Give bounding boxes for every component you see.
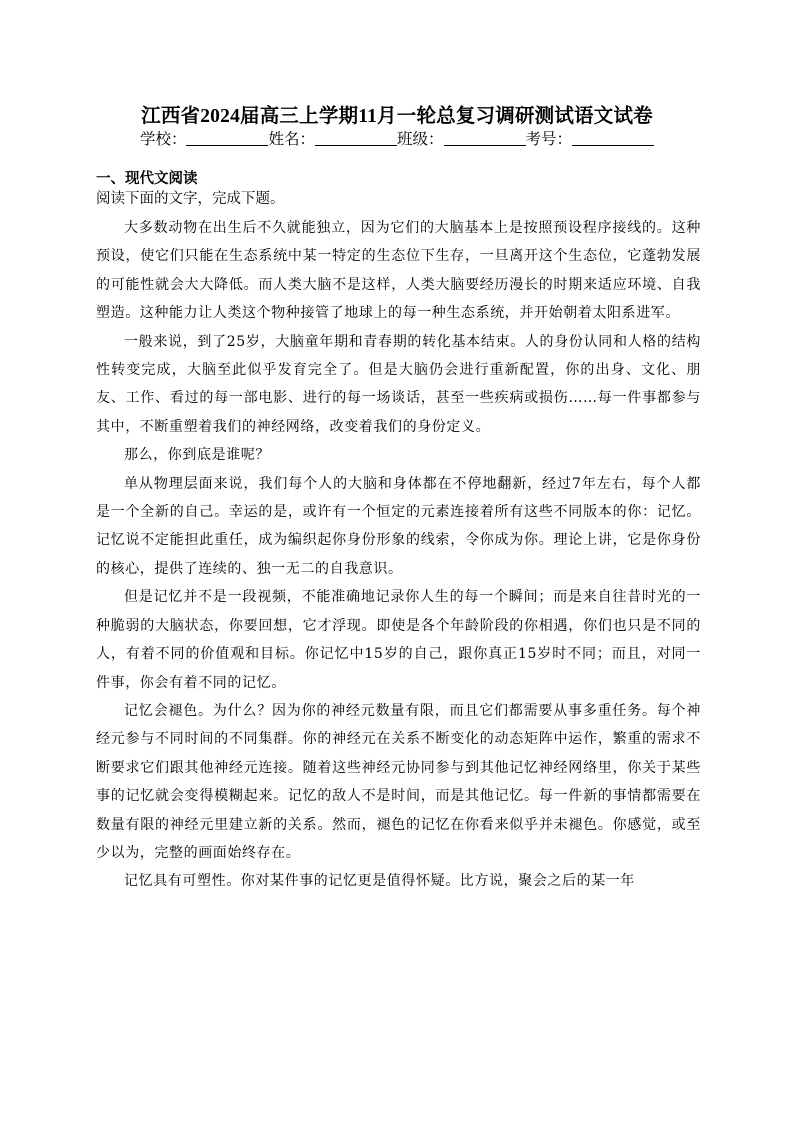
exam-number-blank[interactable] [572,131,654,146]
reading-instruction: 阅读下面的文字，完成下题。 [96,191,285,207]
school-label: 学校： [139,131,187,148]
name-label: 姓名： [268,131,315,148]
name-blank[interactable] [315,131,397,146]
reading-passage [96,214,701,896]
section-heading: 一、现代文阅读 [96,171,198,187]
passage-paragraph: 记忆具有可塑性。你对某件事的记忆更是值得怀疑。比方说，聚会之后的某一年 [124,873,635,890]
passage-paragraph: 大多数动物在出生后不久就能独立，因为它们的大脑基本上是按照预设程序接线的。这种预设，使它们只能在生态系统中某一特定的生态位下生存，一旦离开这个生态位，它蓬勃发展的可能性就会大大降低。而人类大脑不是这样，人类大脑要经历漫长的时期来适应环境、自我塑造。这种能力让人类这个物种接管了地球上的每一种生态系统，并开始朝着太阳系进军。 [96,220,701,322]
document-title: 江西省2024届高三上学期11月一轮总复习调研测试语文试卷 [141,106,653,127]
school-blank[interactable] [186,131,268,146]
passage-paragraph: 一般来说，到了25岁，大脑童年期和青春期的转化基本结束。人的身份认同和人格的结构性转变完成，大脑至此似乎发育完全了。但是大脑仍会进行重新配置，你的出身、文化、朋友、工作、看过的每一部电影、进行的每一场谈话，甚至一些疾病或损伤……每一件事都参与其中，不断重塑着我们的神经网络，改变着我们的身份定义。 [96,333,701,435]
class-blank[interactable] [444,131,526,146]
exam-number-label: 考号： [525,131,573,148]
passage-paragraph: 单从物理层面来说，我们每个人的大脑和身体都在不停地翻新，经过7年左右，每个人都是一个全新的自己。幸运的是，或许有一个恒定的元素连接着所有这些不同版本的你：记忆。记忆说不定能担此重任，成为编织起你身份形象的线索，令你成为你。理论上讲，它是你身份的核心，提供了连续的、独一无二的自我意识。 [96,475,701,577]
passage-paragraph: 那么，你到底是谁呢？ [124,447,270,464]
passage-paragraph: 记忆会褪色。为什么？因为你的神经元数量有限，而且它们都需要从事多重任务。每个神经元参与不同时间的不同集群。你的神经元在关系不断变化的动态矩阵中运作，繁重的需求不断要求它们跟其他神经元连接。随着这些神经元协同参与到其他记忆神经网络里，你关于某些事的记忆就会变得模糊起来。记忆的敌人不是时间，而是其他记忆。每一件新的事情都需要在数量有限的神经元里建立新的关系。然而，褪色的记忆在你看来似乎并未褪色。你感觉，或至少以为，完整的画面始终存在。 [96,702,701,861]
student-info-line [0,127,794,149]
class-label: 班级： [397,131,444,148]
passage-paragraph: 但是记忆并不是一段视频，不能准确地记录你人生的每一个瞬间；而是来自往昔时光的一种脆弱的大脑状态，你要回想，它才浮现。即使是各个年龄阶段的你相遇，你们也只是不同的人，有着不同的价值观和目标。你记忆中15岁的自己，跟你真正15岁时不同；而且，对同一件事，你会有着不同的记忆。 [96,589,701,691]
